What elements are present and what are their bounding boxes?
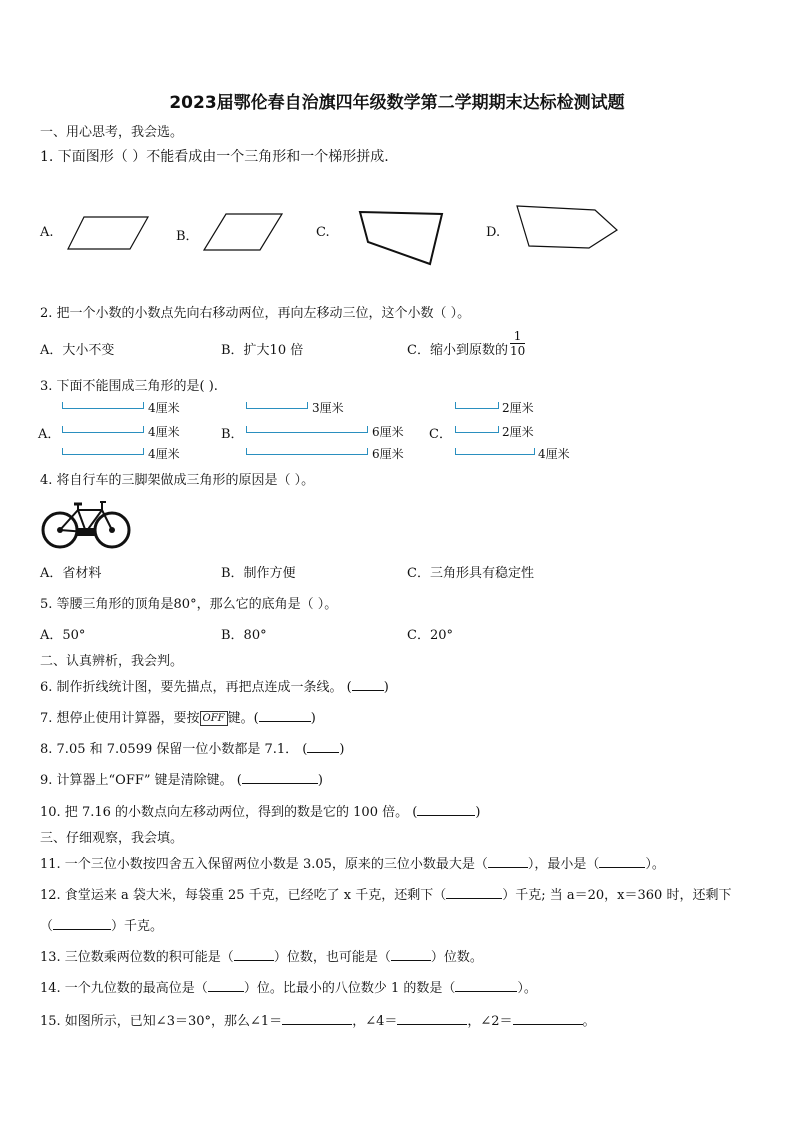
q13 [40, 946, 483, 965]
page-title: 2023届鄂伦春自治旗四年级数学第二学期期末达标检测试题 [169, 93, 625, 113]
q10-close: ) [475, 805, 481, 820]
q11-min-blank[interactable] [599, 855, 645, 868]
q1-option-d: D. [486, 225, 501, 240]
q15 [40, 1010, 596, 1029]
q13-part-1: 13. 三位数乘两位数的积可能是（ [40, 950, 234, 965]
q3-option-b: B． [221, 427, 244, 442]
q13-blank-1[interactable] [234, 948, 274, 961]
q1-option-b: B． [176, 229, 199, 244]
q10-stem: 10. 把 7.16 的小数点向左移动两位，得到的数是它的 100 倍。 ( [40, 805, 418, 820]
q9 [40, 769, 323, 788]
q3-b-label-3: 6厘米 [372, 447, 404, 461]
q2-option-c-text: C．缩小到原数的 [407, 343, 508, 358]
q3-b-label-2: 6厘米 [372, 425, 404, 439]
q14-part-3: ）。 [517, 981, 537, 996]
q3-a-label-2: 4厘米 [148, 425, 180, 439]
q5-option-c: C．20° [407, 628, 453, 643]
q9-stem: 9. 计算器上“OFF” 键是清除键。 ( [40, 773, 242, 788]
q8-stem: 8. 7.05 和 7.0599 保留一位小数都是 7.1． ( [40, 742, 308, 757]
q14-part-1: 14. 一个九位数的最高位是（ [40, 981, 208, 996]
section-2-heading: 二、认真辨析，我会判。 [40, 654, 184, 669]
q6-close: ) [383, 680, 389, 695]
q9-close: ) [317, 773, 323, 788]
q1-shape-a [68, 215, 150, 253]
q12-part-1: 12. 食堂运来 a 袋大米，每袋重 25 千克，已经吃了 x 千克，还剩下（ [40, 888, 447, 903]
q9-answer-blank[interactable] [242, 771, 318, 784]
q6-stem: 6. 制作折线统计图，要先描点，再把点连成一条线。 ( [40, 680, 352, 695]
q14-part-2: ）位。比最小的八位数少 1 的数是（ [243, 981, 456, 996]
q3-c-label-1: 2厘米 [502, 401, 534, 415]
q3-option-a: A． [38, 427, 61, 442]
q4-option-a: A．省材料 [40, 566, 102, 581]
section-1-heading: 一、用心思考，我会选。 [40, 125, 184, 140]
q2-stem: 2. 把一个小数的小数点先向右移动两位，再向左移动三位，这个小数（ ）。 [40, 306, 471, 321]
q13-blank-2[interactable] [391, 948, 431, 961]
q3-b-segment-1 [246, 402, 308, 409]
q4-option-b: B．制作方便 [221, 566, 296, 581]
q1-shape-d [515, 204, 621, 252]
q15-angle1-blank[interactable] [282, 1012, 352, 1025]
section-3-heading: 三、仔细观察，我会填。 [40, 831, 184, 846]
q3-stem: 3. 下面不能围成三角形的是( ). [40, 379, 218, 394]
q1-option-c: C. [316, 225, 330, 240]
q2-option-a: A．大小不变 [40, 343, 115, 358]
q7 [40, 707, 316, 726]
q3-c-segment-2 [455, 426, 499, 433]
q3-c-label-2: 2厘米 [502, 425, 534, 439]
q3-c-segment-1 [455, 402, 499, 409]
q3-a-label-3: 4厘米 [148, 447, 180, 461]
q15-part-1: 15. 如图所示，已知∠3＝30°，那么∠1＝ [40, 1014, 283, 1029]
q12-value-blank[interactable] [53, 917, 111, 930]
q13-part-2: ）位数，也可能是（ [273, 950, 391, 965]
q8-close: ) [339, 742, 345, 757]
q12-line-2 [40, 915, 163, 934]
q3-a-segment-1 [62, 402, 144, 409]
q15-angle2-blank[interactable] [513, 1012, 583, 1025]
q7-close: ) [310, 711, 316, 726]
q7-pre: 7. 想停止使用计算器，要按 [40, 711, 200, 726]
q14 [40, 977, 537, 996]
bicycle-icon [40, 498, 132, 550]
q11-max-blank[interactable] [488, 855, 528, 868]
q7-answer-blank[interactable] [259, 709, 311, 722]
q1-option-a: A. [40, 225, 54, 240]
q10-answer-blank[interactable] [417, 803, 475, 816]
fraction-numerator: 1 [510, 329, 525, 344]
q1-shape-c [358, 210, 448, 266]
q3-a-segment-3 [62, 448, 144, 455]
q5-option-b: B．80° [221, 628, 267, 643]
q12-part-4: ）千克。 [111, 919, 164, 934]
q6 [40, 676, 389, 695]
q10 [40, 801, 480, 820]
q7-post: 键。( [227, 711, 259, 726]
q12-line-1 [40, 884, 731, 903]
q1-stem: 1. 下面图形（ ）不能看成由一个三角形和一个梯形拼成. [40, 149, 389, 165]
q11-part-2: ），最小是（ [527, 857, 600, 872]
q11 [40, 853, 665, 872]
off-key-icon: OFF [200, 711, 228, 726]
q4-option-c: C．三角形具有稳定性 [407, 566, 534, 581]
q3-c-label-3: 4厘米 [538, 447, 570, 461]
q11-part-1: 11. 一个三位小数按四舍五入保留两位小数是 3.05，原来的三位小数最大是（ [40, 857, 488, 872]
q2-option-b: B．扩大10 倍 [221, 343, 304, 358]
q8 [40, 738, 344, 757]
q4-stem: 4. 将自行车的三脚架做成三角形的原因是（ ）。 [40, 473, 315, 488]
q3-c-segment-3 [455, 448, 535, 455]
q11-part-3: ）。 [645, 857, 665, 872]
fraction-one-tenth [510, 329, 525, 358]
q12-expression-blank[interactable] [446, 886, 502, 899]
q14-blank-1[interactable] [208, 979, 244, 992]
q12-part-3: （ [40, 919, 54, 934]
q3-a-label-1: 4厘米 [148, 401, 180, 415]
q3-b-label-1: 3厘米 [312, 401, 344, 415]
q15-part-4: 。 [582, 1014, 596, 1029]
q5-stem: 5. 等腰三角形的顶角是80°，那么它的底角是（ ）。 [40, 597, 338, 612]
q3-b-segment-3 [246, 448, 368, 455]
q15-part-3: ，∠2＝ [467, 1014, 513, 1029]
q15-angle4-blank[interactable] [397, 1012, 467, 1025]
q15-part-2: ，∠4＝ [352, 1014, 398, 1029]
q14-blank-2[interactable] [455, 979, 517, 992]
q3-a-segment-2 [62, 426, 144, 433]
q2-option-c [407, 329, 526, 358]
q6-answer-blank[interactable] [352, 678, 384, 691]
q13-part-3: ）位数。 [430, 950, 483, 965]
q5-option-a: A．50° [40, 628, 86, 643]
q8-answer-blank[interactable] [307, 740, 339, 753]
q1-shape-b [204, 212, 284, 252]
fraction-denominator: 10 [509, 344, 526, 358]
q3-option-c: C． [429, 427, 452, 442]
q3-b-segment-2 [246, 426, 368, 433]
q12-part-2: ）千克; 当 a＝20，x＝360 时，还剩下 [502, 888, 732, 903]
